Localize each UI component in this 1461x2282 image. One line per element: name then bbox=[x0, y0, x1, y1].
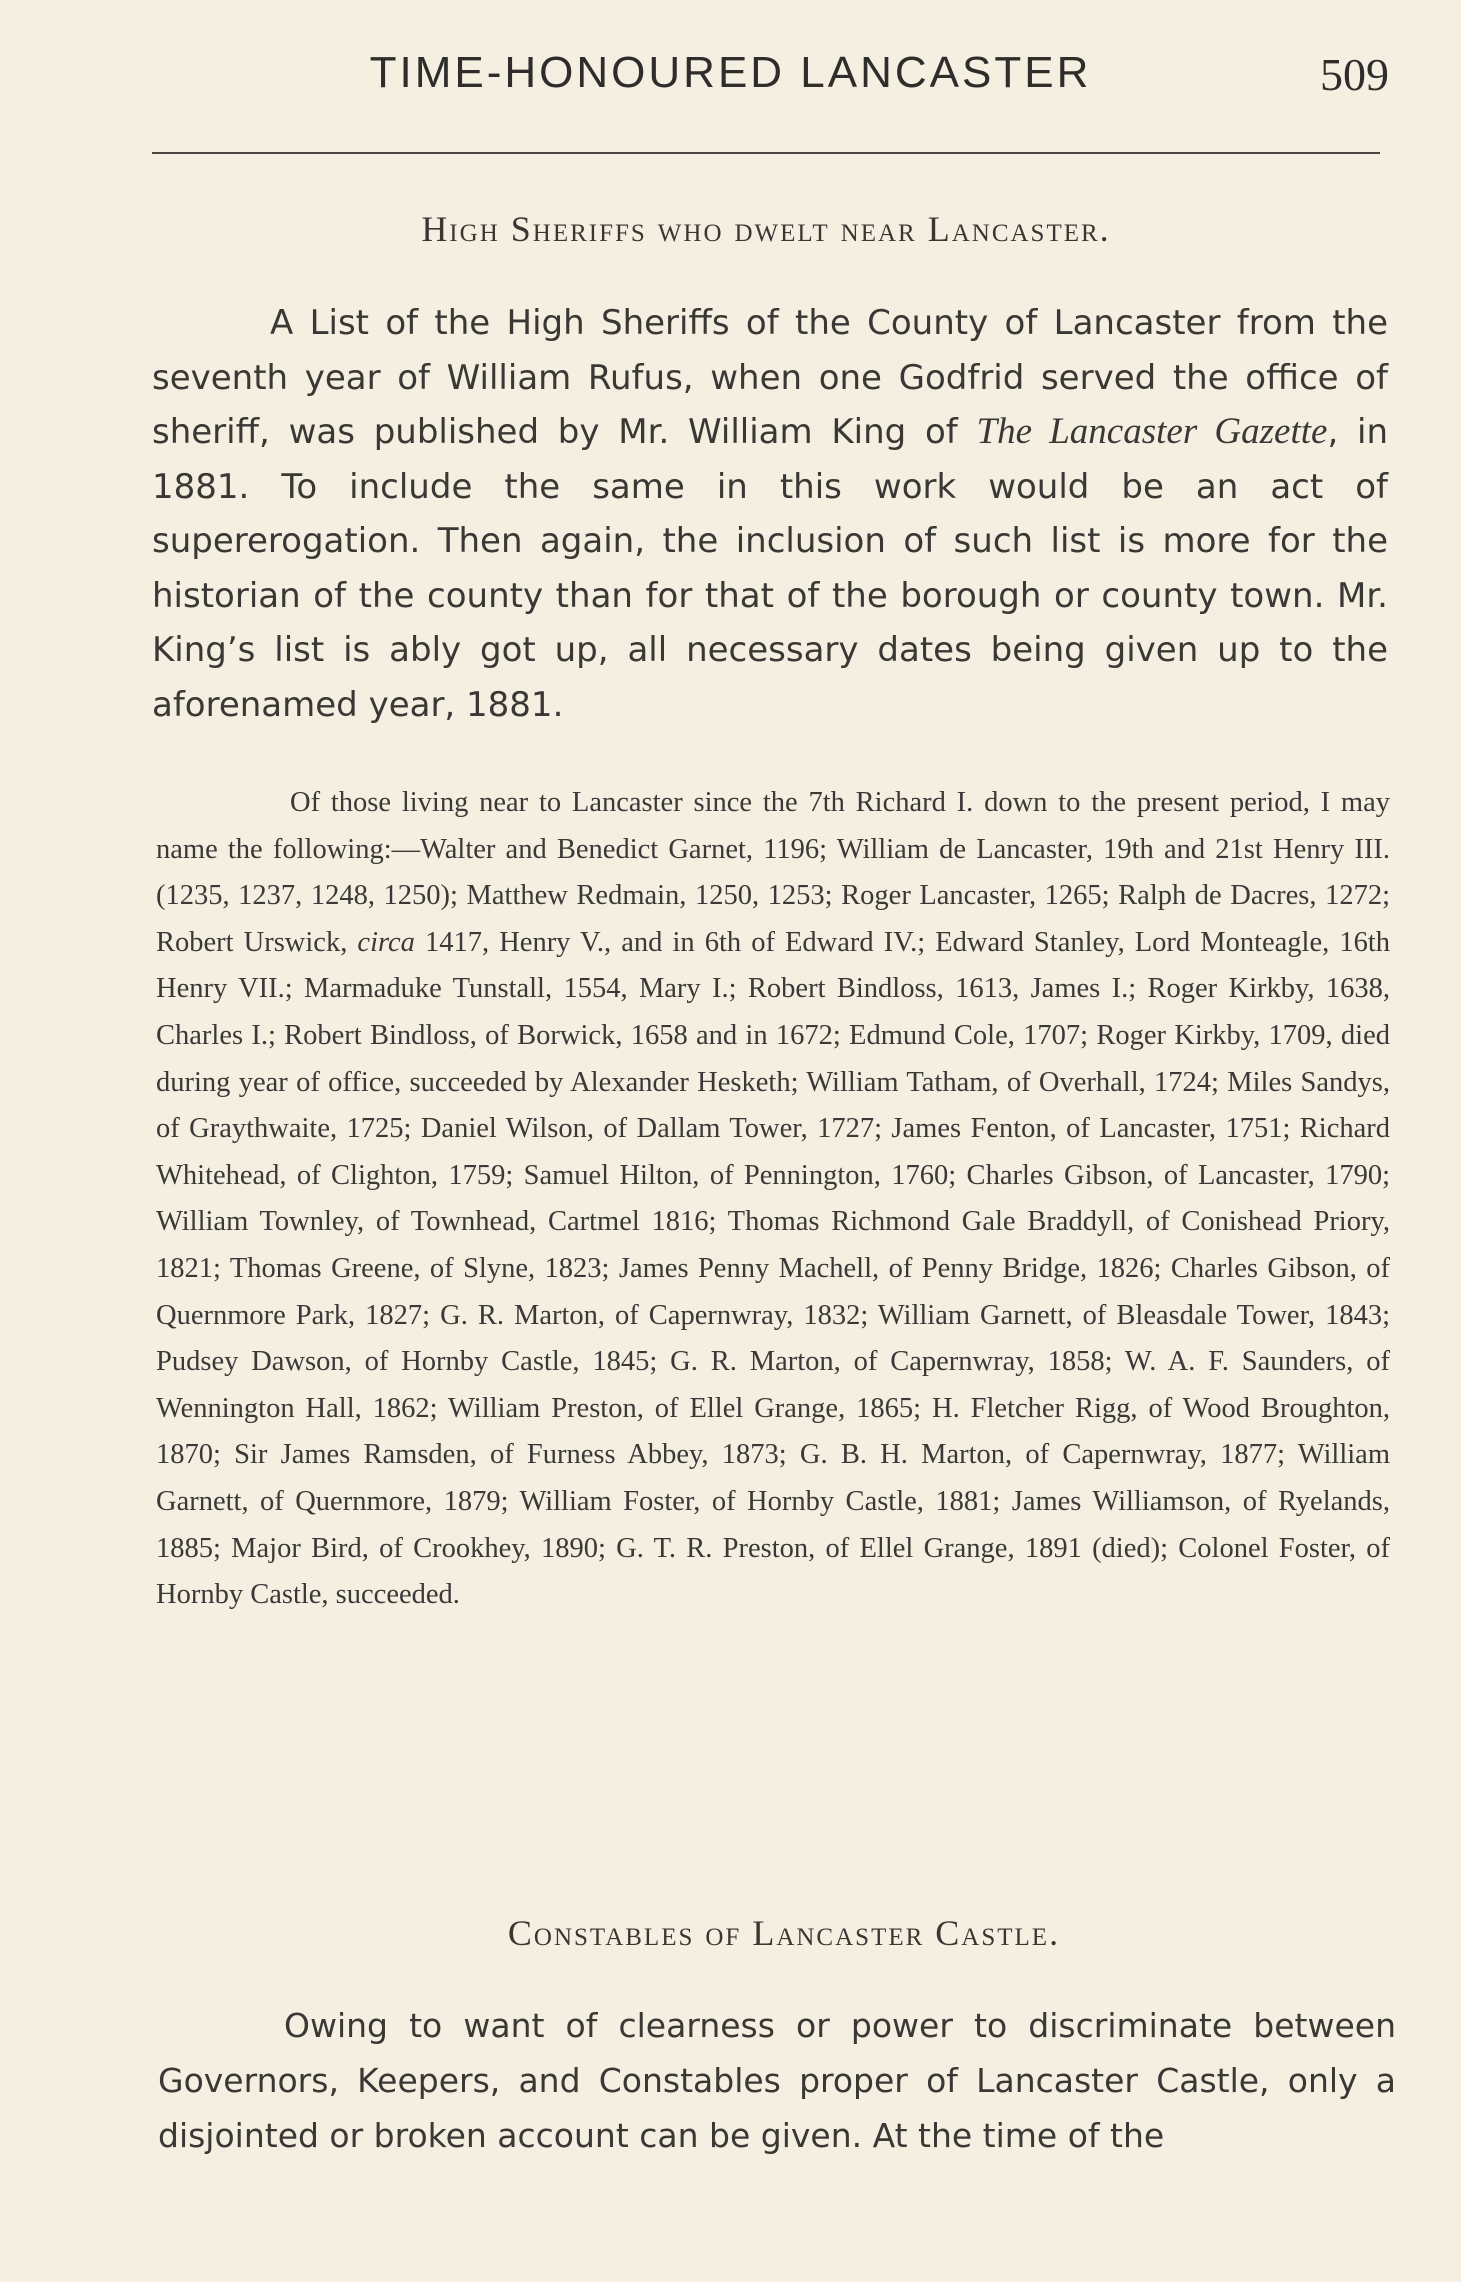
running-head bbox=[0, 48, 1461, 108]
gazette-title: The Lancaster Gazette bbox=[976, 411, 1328, 452]
section-heading-constables: Constables of Lancaster Castle. bbox=[507, 1913, 1061, 1953]
header-rule bbox=[152, 152, 1380, 154]
sheriffs-text-a: Of those living near to Lancaster since the 7th Richard I. down to the present period, I may name the following:—Walter and Benedict Garnet, 1196; William de Lancaster, 19th and 21st Henry III. (1235, 1237, 1248, 1250); Matthew Redmain, 1250, 1253; Roger Lancaster, 1265; Ralph de Dacres, 1272; Robert Urswick, bbox=[156, 787, 1390, 958]
sheriffs-list-paragraph bbox=[156, 780, 1390, 1619]
page-number: 509 bbox=[1320, 49, 1389, 100]
circa-word: circa bbox=[357, 926, 415, 958]
running-title: TIME-HONOURED LANCASTER bbox=[369, 48, 1092, 97]
sheriffs-text-b: 1417, Henry V., and in 6th of Edward IV.; Edward Stanley, Lord Monteagle, 16th Henry VII.; Marmaduke Tunstall, 1554, Mary I.; Robert Bindloss, 1613, James I.; Roger Kirkby, 1638, Charles I.; Robert Bindloss, of Borwick, 1658 and in 1672; Edmund Cole, 1707; Roger Kirkby, 1709, died during year of office, succeeded by Alexander Hesketh; William Tatham, of Overhall, 1724; Miles Sandys, of Graythwaite, 1725; Daniel Wilson, of Dallam Tower, 1727; James Fenton, of Lancaster, 1751; Richard Whitehead, of Clighton, 1759; Samuel Hilton, of Pennington, 1760; Charles Gibson, of Lancaster, 1790; William Townley, of Townhead, Cartmel 1816; Thomas Richmond Gale Braddyll, of Conishead Priory, 1821; Thomas Greene, of Slyne, 1823; James Penny Machell, of Penny Bridge, 1826; Charles Gibson, of Quernmore Park, 1827; G. R. Marton, of Capernwray, 1832; William Garnett, of Bleasdale Tower, 1843; Pudsey Dawson, of Hornby Castle, 1845; G. R. Marton, of Capernwray, 1858; W. A. F. Saunders, of Wennington Hall, 1862; William Preston, of Ellel Grange, 1865; H. Fletcher Rigg, of Wood Broughton, 1870; Sir James Ramsden, of Furness Abbey, 1873; G. B. H. Marton, of Capernwray, 1877; William Garnett, of Quernmore, 1879; William Foster, of Hornby Castle, 1881; James Williamson, of Ryelands, 1885; Major Bird, of Crookhey, 1890; G. T. R. Preston, of Ellel Grange, 1891 (died); Colonel Foster, of Hornby Castle, succeeded. bbox=[156, 926, 1390, 1611]
intro-text-a: A List of the High Sheriffs of the County of Lancaster from the seventh year of William Rufus, when one Godfrid served the office of sheriff, was published by Mr. William King of bbox=[152, 303, 1388, 452]
section-heading-high-sheriffs: High Sheriffs who dwelt near Lancaster. bbox=[421, 209, 1111, 249]
intro-text-b: , in 1881. To include the same in this work would be an act of supererogation. Then again, the inclusion of such list is more for the historian of the county than for that of the borough or county town. Mr. King’s list is ably got up, all necessary dates being given up to the aforenamed year, 1881. bbox=[152, 412, 1389, 725]
constables-paragraph: Owing to want of clearness or power to discriminate between Governors, Keepers, and Constables proper of Lancaster Castle, only a disjointed or broken account can be given. At the time of the bbox=[158, 2006, 1396, 2155]
intro-paragraph bbox=[152, 296, 1388, 732]
